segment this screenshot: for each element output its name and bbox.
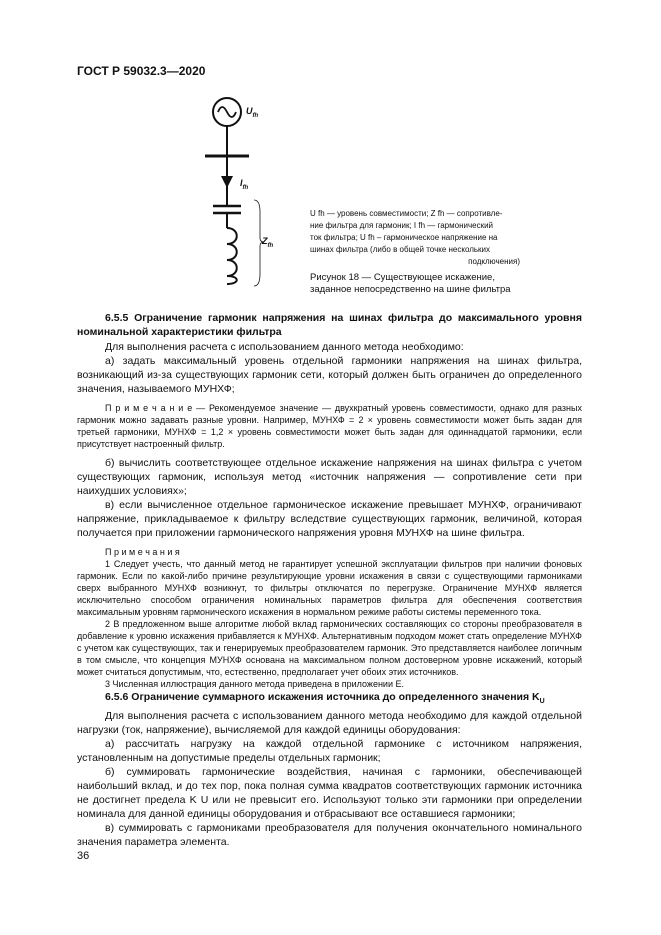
legend-line: шинах фильтра (либо в общей точке нескольких — [310, 245, 491, 254]
figure-legend — [310, 208, 520, 268]
legend-line: U fh — уровень совместимости; Z fh — сопротивле- — [310, 209, 503, 218]
note — [77, 402, 582, 450]
note-item: 1 Следует учесть, что данный метод не гарантирует успешной эксплуатации фильтров при наличии фоновых гармоник. Если по какой-либо причине результирующие уровни искажения в связи с существующими гармониками сверх выбранного МУНХФ возникнут, то фильтры отключатся по перегрузке. Ограничение МУНХФ является исключительно способом ограничения номинальных параметров фильтра для обеспечения соответствия максимальным уровням гармонического искажения в нормальном режиме работы системы переменного тока. — [77, 559, 582, 617]
list-item: а) задать максимальный уровень отдельной гармоники напряжения на шинах фильтра, возникающий из-за существующих гармоник сети, который должен быть ограничен до определенного значения, называемого МУНХФ; — [77, 355, 582, 395]
source-voltage-label: $U_{fh}$ — [246, 106, 259, 119]
paragraph: Для выполнения расчета с использованием данного метода необходимо: — [105, 341, 464, 353]
section-6-5-5 — [77, 311, 582, 690]
sine-wave — [218, 107, 236, 117]
list-item: в) суммировать с гармониками преобразователя для получения окончательного номинального значения параметра элемента. — [77, 822, 582, 849]
caption-line: Рисунок 18 — Существующее искажение, — [310, 272, 495, 283]
current-arrow — [221, 176, 233, 188]
caption-line: заданное непосредственно на шине фильтра — [310, 284, 511, 295]
paragraph: Для выполнения расчета с использованием данного метода необходимо для каждой отдельной нагрузки (ток, напряжение), вычисляемой для каждой единицы оборудования: — [77, 710, 582, 737]
list-item: б) вычислить соответствующее отдельное искажение напряжения на шинах фильтра с учетом существующих гармоник, используя метод «источник напряжения — сопротивление сети при наихудших условиях»; — [77, 457, 582, 497]
inductor-coil — [227, 228, 237, 284]
notes-label: П р и м е ч а н и я — [105, 547, 180, 557]
page-number: 36 — [77, 850, 90, 862]
list-item: в) если вычисленное отдельное гармоническое искажение превышает МУНХФ, ограничивают напряжение, прикладываемое к фильтру вследствие существующих гармоник, величиной, которая получается при приложении гармонического напряжения уровня МУНХФ на шине фильтра. — [77, 499, 582, 539]
current-label: $I_{fh}$ — [240, 178, 249, 191]
note-text: — Рекомендуемое значение — двухкратный уровень совместимости, однако для разных гармоник можно задавать разные уровни. Например, МУНХФ = 2 × уровень совместимости может быть задан для третьей гармоники, МУНХФ = 1,2 × уровень совместимости может быть задан для одиннадцатой гармоники, если присутствует настроенный фильтр. — [77, 403, 582, 449]
section-heading: 6.5.5 Ограничение гармоник напряжения на шинах фильтра до максимального уровня номинальной характеристики фильтра — [77, 312, 582, 338]
section-6-5-6 — [77, 690, 582, 849]
impedance-label: $Z_{fh}$ — [262, 236, 274, 249]
note-label: П р и м е ч а н и е — [105, 403, 193, 413]
note-item: 3 Численная иллюстрация данного метода приведена в приложении Е. — [105, 679, 404, 689]
list-item: б) суммировать гармонические воздействия, начиная с гармоники, обеспечивающей наибольший вклад, и до тех пор, пока полная сумма квадратов соответствующих гармоник источника не достигнет предела K U или не превысит его. Используют только эти гармоники при определении номинала для данной единицы оборудования и отбрасывают все оставшиеся гармоники; — [77, 766, 582, 821]
figure-caption — [310, 272, 522, 296]
legend-line: ток фильтра; U fh – гармоническое напряжение на — [310, 233, 498, 242]
section-heading: 6.5.6 Ограничение суммарного искажения источника до определенного значения $K_U$ — [105, 691, 545, 706]
note-item: 2 В предложенном выше алгоритме любой вклад гармонических составляющих со стороны преобразователя в добавление к уровню искажения прибавляется к МУНХФ. Альтернативным подходом может стать определение МУНХФ с учетом как существующих, так и генерируемых преобразователем гармоник. Это представляется наиболее логичным в том смысле, что концепция МУНХФ основана на максимальном полном достоверном уровне искажений, который может считаться допустимым, что, естественно, предполагает учет обоих этих источников. — [77, 619, 582, 677]
legend-line: ние фильтра для гармоник; I fh — гармонический — [310, 221, 494, 230]
legend-line: подключения) — [468, 257, 520, 266]
list-item: а) рассчитать нагрузку на каждой отдельной гармонике с источником напряжения, установленным на допустимые пределы отдельных гармоник; — [77, 738, 582, 765]
document-header: ГОСТ Р 59032.3—2020 — [77, 64, 206, 78]
